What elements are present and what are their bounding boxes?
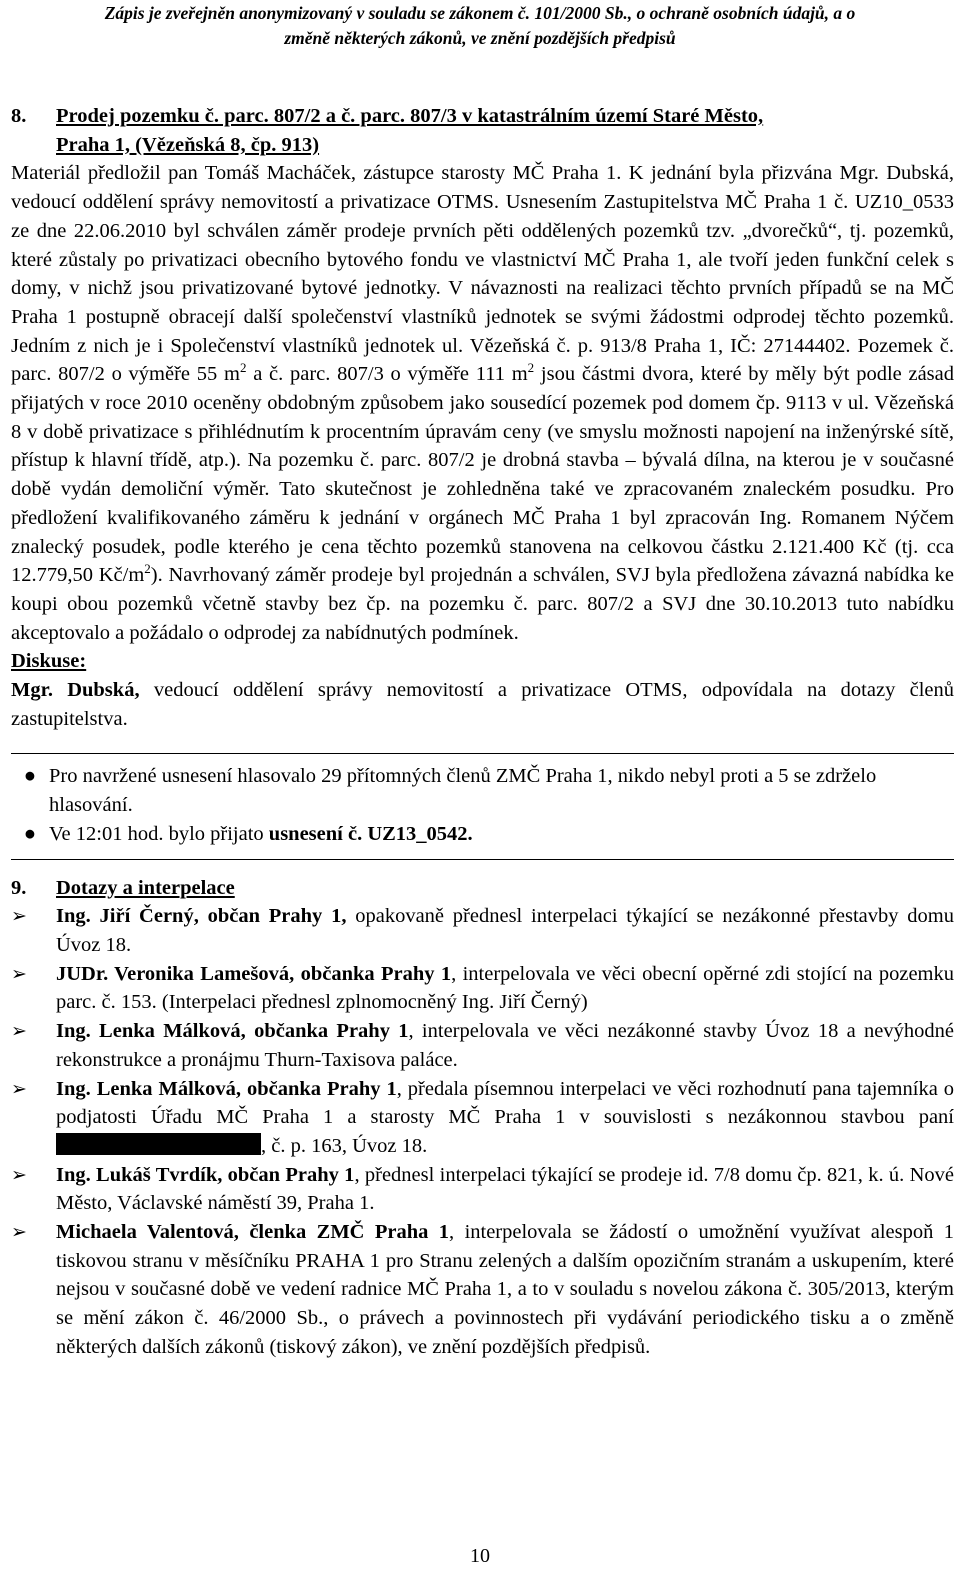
interpelation-text: , přednesl interpelaci týkající se prodeje id. 7/8 domu čp. 821, k. ú. Nové Město, Václavské náměstí 39, Praha 1. — [56, 1163, 954, 1215]
vote-box — [11, 753, 954, 859]
item-9-title: Dotazy a interpelace — [56, 876, 235, 899]
interpelation-item — [11, 1218, 954, 1362]
paragraph-text-2: a č. parc. 807/3 o výměře 111 m — [246, 363, 528, 386]
interpelation-text: , interpelovala se žádostí o umožnění využívat alespoň 1 tiskovou stranu v měsíčníku PRAHA 1 pro Stranu zelených a dalším opozičním stranám a uskupením, které nejsou v současné době ve vedení radnice MČ Praha 1, a to v souladu s novelou zákona č. 305/2013, kterým se mění zákon č. 46/2000 Sb., o právech a povinnostech při vydávání periodického tisku a o změně některých dalších zákonů (tiskový zákon), ve znění pozdějších předpisů. — [56, 1221, 954, 1358]
interpelation-speaker: Ing. Lenka Málková, občanka Prahy 1 — [56, 1020, 409, 1043]
item-8-paragraph — [11, 159, 954, 647]
resolution-item — [11, 820, 954, 849]
superscript-2: 2 — [527, 360, 535, 376]
interpelation-speaker: Ing. Lukáš Tvrdík, občan Prahy 1 — [56, 1163, 355, 1186]
arrow-bullet-icon: ➢ — [11, 1077, 27, 1100]
paragraph-text-1: Materiál předložil pan Tomáš Macháček, zástupce starosty MČ Praha 1. K jednání byla přizvána Mgr. Dubská, vedoucí oddělení správy nemovitostí a privatizace OTMS. Usnesením Zastupitelstva MČ Praha 1 č. UZ10_0533 ze dne 22.06.2010 byl schválen záměr prodeje prvních pěti oddělených pozemků tzv. „dvorečků“, tj. pozemků, které zůstaly po privatizaci obecního bytového fondu ve vlastnictví MČ Praha 1, ale tvoří jeden funkční celek s domy, v nichž jsou privatizované bytové jednotky. V návaznosti na realizaci těchto prvních případů se na MČ Praha 1 postupně obracejí další společenství vlastníků jednotek se svými žádostmi odprodej těchto pozemků. Jedním z nich je i Společenství vlastníků jednotek ul. Vězeňská č. p. 913/8 Praha 1, IČ: 27144402. Pozemek č. parc. 807/2 o výměře 55 m — [11, 162, 954, 386]
page-number: 10 — [470, 1545, 490, 1567]
item-9-number: 9. — [11, 876, 27, 899]
vote-result-item — [11, 762, 954, 819]
paragraph-text-4: ). Navrhovaný záměr prodeje byl projednán a schválen, SVJ byla předložena závazná nabídka ke koupi obou pozemků včetně stavby bez čp. na pozemku č. parc. 807/2 a SVJ dne 30.10.2013 tuto nabídku akceptovalo a požádalo o odprodej za nabídnutých podmínek. — [11, 564, 955, 644]
bullet-icon: ● — [23, 822, 37, 845]
arrow-bullet-icon: ➢ — [11, 1020, 27, 1043]
superscript-1: 2 — [239, 360, 247, 376]
resolution-text: Ve 12:01 hod. bylo přijato — [49, 822, 269, 845]
interpelation-speaker: Michaela Valentová, členka ZMČ Praha 1 — [56, 1221, 450, 1244]
arrow-bullet-icon: ➢ — [11, 1221, 27, 1244]
arrow-bullet-icon: ➢ — [11, 962, 27, 985]
item-8-number: 8. — [11, 105, 27, 127]
arrow-bullet-icon: ➢ — [11, 905, 27, 928]
interpelation-text: , interpelovala ve věci obecní opěrné zdi stojící na pozemku parc. č. 153. (Interpelaci přednesl zplnomocněný Ing. Jiří Černý) — [56, 962, 954, 1014]
header-line-1: Zápis je zveřejněn anonymizovaný v souladu se zákonem č. 101/2000 Sb., o ochraně osobních údajů, a o — [104, 3, 856, 23]
arrow-bullet-icon: ➢ — [11, 1163, 27, 1186]
discussion-speaker: Mgr. Dubská, — [11, 679, 140, 702]
interpelation-speaker: Ing. Lenka Málková, občanka Prahy 1 — [56, 1077, 397, 1100]
interpelation-item — [11, 1161, 954, 1218]
interpelation-text-after: , č. p. 163, Úvoz 18. — [261, 1134, 428, 1157]
discussion-body: vedoucí oddělení správy nemovitostí a privatizace OTMS, odpovídala na dotazy členů zastupitelstva. — [11, 679, 954, 730]
interpelation-text: opakovaně přednesl interpelaci týkající se nezákonné přestavby domu Úvoz 18. — [56, 905, 954, 956]
anonymization-header — [0, 0, 960, 51]
resolution-number: usnesení č. UZ13_0542. — [268, 822, 473, 845]
interpelation-text: , interpelovala ve věci nezákonné stavby Úvoz 18 a nevýhodné rekonstrukce a pronájmu Thurn-Taxisova paláce. — [56, 1020, 954, 1071]
interpelation-speaker: JUDr. Veronika Lamešová, občanka Prahy 1 — [56, 962, 452, 985]
vote-result-text: Pro navržené usnesení hlasovalo 29 přítomných členů ZMČ Praha 1, nikdo nebyl proti a 5 se zdrželo hlasování. — [49, 765, 877, 817]
item-9-heading — [11, 874, 954, 903]
interpelation-item — [11, 1075, 954, 1161]
discussion-text — [11, 676, 954, 733]
paragraph-text-3: jsou částmi dvora, které by měly být podle zásad přijatých v roce 2010 oceněny obdobným způsobem jako sousedící pozemek pod domem čp. 9113 v ul. Vězeňská 8 v době privatizace s přihlédnutím k procentním úpravám ceny (ve smyslu možnosti napojení na inženýrské sítě, přístup k hlavní třídě, atp.). Na pozemku č. parc. 807/2 je drobná stavba – bývalá dílna, na kterou je v současné době vydán demoliční výměr. Tato skutečnost je zohledněna také ve zpracovaném znaleckém posudku. Pro předložení kvalifikovaného záměru k jednání v orgánech MČ Praha 1 byl zpracován Ing. Romanem Nýčem znalecký posudek, podle kterého je cena těchto pozemků stanovena na celkovou částku 2.121.400 Kč (tj. cca 12.779,50 Kč/m — [11, 363, 955, 587]
interpelation-item — [11, 902, 954, 959]
redaction-block — [56, 1133, 261, 1155]
item-8-title-line1: Prodej pozemku č. parc. 807/2 a č. parc. 807/3 v katastrálním území Staré Město, — [56, 105, 764, 127]
superscript-3: 2 — [144, 561, 151, 577]
item-8-title-line2: Praha 1, (Vězeňská 8, čp. 913) — [56, 133, 320, 156]
item-8-heading — [11, 102, 954, 159]
interpelation-text: , předala písemnou interpelaci ve věci rozhodnutí pana tajemníka o podjatosti Úřadu MČ Praha 1 a starosty MČ Praha 1 v souvislosti s nezákonnou stavbou paní — [56, 1077, 954, 1129]
header-line-2: změně některých zákonů, ve znění pozdějších předpisů — [284, 28, 676, 48]
interpelation-item — [11, 960, 954, 1017]
interpelation-speaker: Ing. Jiří Černý, občan Prahy 1, — [56, 905, 347, 928]
document-body — [11, 102, 954, 1362]
interpelation-item — [11, 1017, 954, 1074]
bullet-icon: ● — [23, 765, 37, 788]
discussion-label: Diskuse: — [11, 650, 87, 673]
